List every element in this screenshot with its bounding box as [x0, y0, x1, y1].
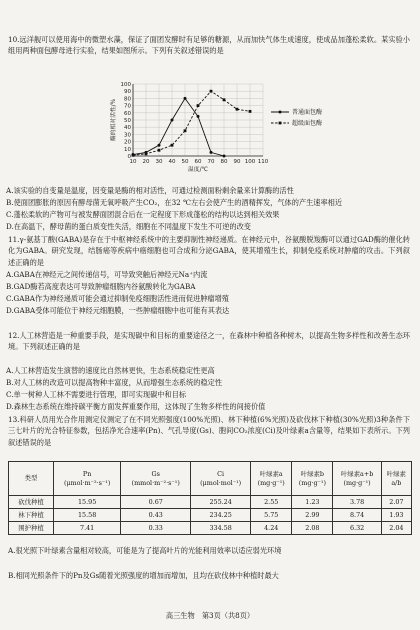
table-cell: 林下种植 — [9, 509, 54, 522]
y-tick-label: 60 — [124, 110, 131, 117]
x-tick-label: 40 — [168, 159, 176, 165]
y-tick-label: 0 — [127, 154, 131, 160]
question-11-option-b: B.GAD酶若高度表达可导致肿瘤细胞内谷氨酸转化为GABA — [6, 282, 196, 291]
data-point — [223, 155, 226, 158]
y-tick-label: 10 — [124, 146, 131, 153]
legend-label: 超级面包酶 — [292, 120, 323, 127]
table-cell: 砍伐种植 — [9, 496, 54, 509]
x-tick-label: 10 — [129, 159, 137, 165]
data-point — [197, 115, 200, 118]
y-tick-label: 40 — [124, 125, 131, 132]
y-tick-label: 80 — [124, 96, 131, 103]
table-row — [9, 509, 412, 522]
x-tick-label: 100 — [244, 159, 256, 165]
table-cell: 255.24 — [191, 496, 251, 509]
table-cell: 0.43 — [121, 509, 191, 522]
data-point — [184, 129, 187, 132]
data-point — [197, 104, 200, 107]
data-point — [158, 149, 161, 152]
question-12-option-b: B.对人工林的改造可以提高物种丰富度，从而增强生态系统的稳定性 — [6, 378, 223, 387]
data-point — [223, 98, 226, 101]
question-12-stem: 12.人工林营造是一种重要手段，是实现碳中和目标的重要途径之一，在森林中种植各种树木，以提高生物多样性和改善生态环境。下列叙述正确的是 — [8, 331, 410, 352]
x-tick-label: 70 — [207, 159, 215, 165]
table-header-cell: 类型 — [9, 462, 54, 496]
x-tick-label: 80 — [220, 159, 228, 165]
question-10-option-b: B.使面团膨胀的原因有酵母菌无氧呼吸产生CO₂，在32 ℃左右会使产生的酒精挥发，气体的产生速率相近 — [6, 198, 343, 207]
y-tick-label: 90 — [124, 89, 131, 96]
table-header-cell: 叶绿素b (mg·g⁻¹) — [292, 462, 333, 496]
table-cell: 4.24 — [251, 522, 292, 535]
question-11-option-c: C.GABA作为神经递质可能会通过抑制免疫细胞活性进而促进肿瘤增殖 — [6, 294, 229, 303]
data-point — [249, 110, 252, 113]
table-cell: 8.74 — [333, 509, 381, 522]
question-12-option-c: C.单一树种人工林不需要进行管理，即可实现碳中和目标 — [6, 390, 187, 399]
table-cell: 0.67 — [121, 496, 191, 509]
photosynthesis-table — [8, 461, 412, 535]
question-10-option-d: D.在高温下，酵母菌的蛋白质变性失活，细胞在不同温度下发生不可逆的改变 — [6, 222, 251, 231]
question-12-option-d: D.森林生态系统在维持碳平衡方面发挥重要作用，这体现了生物多样性的间接价值 — [6, 402, 266, 411]
data-point — [184, 97, 187, 100]
series-line — [133, 91, 250, 155]
x-axis-label: 温度/℃ — [187, 167, 209, 173]
x-tick-label: 20 — [142, 159, 150, 165]
table-cell: 2.08 — [292, 522, 333, 535]
table-cell: 5.75 — [251, 509, 292, 522]
x-tick-label: 110 — [257, 159, 269, 165]
question-13-stem: 13.科研人员用光合作用测定仪测定了在不同光照强度(100%光照)、林下种植(6%光照)及砍伐林下种植(30%光照)3种条件下三七叶片的光合特征参数，包括净光合速率(Pn)、气孔导度(Gs)、胞间CO₂浓度(Ci)及叶绿素a含量等，结果如下表所示。下列叙述错误的是 — [8, 415, 410, 447]
table-header-cell: Ci (μmol·mol⁻¹) — [191, 462, 251, 496]
table-cell: 6.32 — [333, 522, 381, 535]
table-cell: 15.58 — [54, 509, 121, 522]
question-11-option-d: D.GABA受体可能位于神经元细胞膜，一些肿瘤细胞中也可能有其表达 — [6, 306, 230, 315]
table-cell: 15.95 — [54, 496, 121, 509]
data-point — [171, 119, 174, 122]
x-tick-label: 90 — [233, 159, 241, 165]
table-row — [9, 496, 412, 509]
table-header-cell: Pn (μmol·m⁻²·s⁻¹) — [54, 462, 121, 496]
table-cell: 234.25 — [191, 509, 251, 522]
data-point — [210, 151, 213, 154]
table-cell: 7.41 — [54, 522, 121, 535]
table-header-cell: 叶绿素a+b (mg·g⁻¹) — [333, 462, 381, 496]
table-cell: 2.07 — [381, 496, 411, 509]
table-cell: 0.33 — [121, 522, 191, 535]
y-tick-label: 100 — [120, 82, 131, 88]
table-cell: 2.04 — [381, 522, 411, 535]
question-11-stem: 11.γ-氨基丁酸(GABA)是存在于中枢神经系统中的主要抑制性神经递质。在神经元中，谷氨酸脱羧酶可以通过GAD酶的催化转化为GABA。研究发现，结肠癌等疾病中癌细胞也可合成和分泌GABA，使其增殖生长，抑制免疫系统对肿瘤的攻击。下列叙述正确的是 — [8, 235, 410, 267]
question-12-option-a: A.人工林营造发生演替的速度比自然林更快，生态系统稳定性更高 — [6, 366, 215, 375]
y-tick-label: 20 — [124, 139, 131, 146]
enzyme-activity-chart — [95, 78, 350, 183]
page-footer: 高三生物 第3页（共8页） — [165, 611, 255, 620]
y-tick-label: 50 — [124, 118, 131, 124]
data-point — [236, 108, 239, 111]
table-header-row — [9, 462, 412, 496]
question-13-option-a: A.很光照下叶绿素含量相对较高，可能是为了提高叶片的光能利用效率以适应弱光环境 — [8, 546, 282, 555]
x-tick-label: 50 — [181, 159, 189, 165]
table-header-cell: 叶绿素a (mg·g⁻¹) — [251, 462, 292, 496]
legend-marker — [279, 111, 282, 114]
y-tick-label: 30 — [124, 132, 131, 139]
chart-svg — [95, 78, 350, 183]
data-point — [132, 154, 135, 157]
x-tick-label: 60 — [194, 159, 202, 165]
y-tick-label: 70 — [124, 103, 131, 110]
table-cell: 2.55 — [251, 496, 292, 509]
table-cell: 1.23 — [292, 496, 333, 509]
legend-marker — [279, 122, 282, 125]
data-point — [210, 90, 213, 93]
question-10-option-c: C.蓬松柔软的产物可与被发酵面团混合后在一定程度下形成蓬松的结构以达到相关效果 — [6, 210, 280, 219]
data-point — [171, 144, 174, 147]
table-cell: 1.93 — [381, 509, 411, 522]
table-cell: 围护种植 — [9, 522, 54, 535]
question-11-option-a: A.GABA在神经元之间传递信号，可导致突触后神经元Na⁺内流 — [6, 270, 208, 279]
question-13-option-b: B.相同光照条件下的Pn及Gs随着光照强度的增加而增加，且均在砍伐林中种植时最大 — [8, 571, 279, 580]
table-cell: 2.99 — [292, 509, 333, 522]
table-header-cell: 叶绿素 a/b — [381, 462, 411, 496]
table-cell: 334.58 — [191, 522, 251, 535]
data-point — [158, 144, 161, 147]
table-cell: 3.78 — [333, 496, 381, 509]
question-10-stem: 10.远洋舰可以使用海中的微塑水藻，保证了面团发酵时有足够的糖源，从而加快气体生成速度，使成品加蓬松柔软。某实验小组用两种面包酵母进行实验，结果如图所示。下列有关叙述错误的是 — [8, 35, 410, 56]
legend-label: 普通面包酶 — [292, 109, 323, 116]
question-10-option-a: A.该实验的自变量是温度，因变量是酶的相对活性，可通过检测面粉剩余量来计算酶的活性 — [6, 186, 294, 195]
table-row — [9, 522, 412, 535]
x-tick-label: 30 — [155, 159, 163, 165]
table-header-cell: Gs (mmol·m⁻²·s⁻¹) — [121, 462, 191, 496]
y-axis-label: 酶的相对活性/% — [111, 98, 117, 142]
data-point — [145, 152, 148, 155]
